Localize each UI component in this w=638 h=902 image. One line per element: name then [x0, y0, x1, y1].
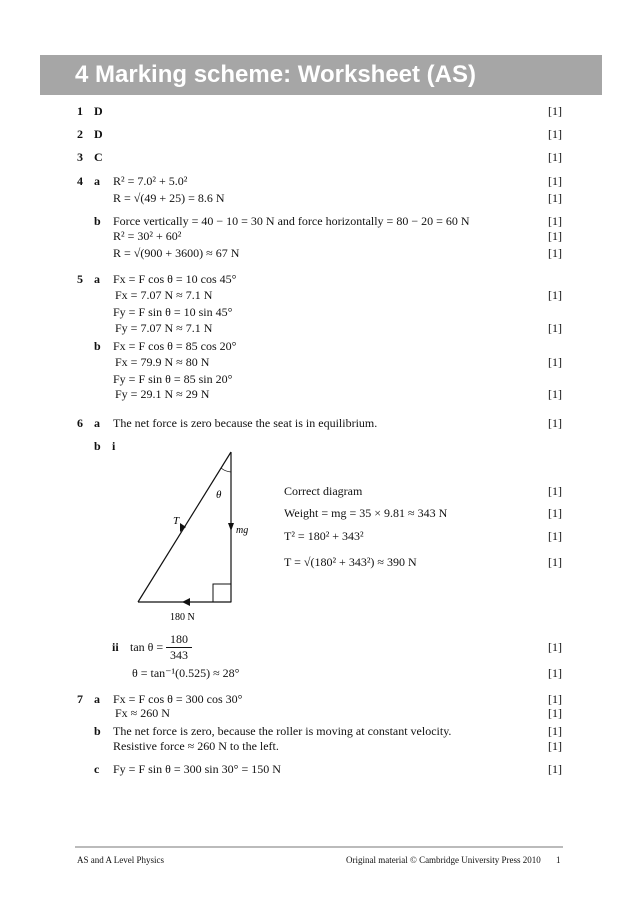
q4a-line1: R² = 7.0² + 5.0²: [113, 174, 188, 188]
q4a-line2-mark: [1]: [548, 191, 562, 205]
q3-mark: [1]: [548, 150, 562, 164]
q5b-label: b: [94, 339, 101, 353]
q4b-line1: Force vertically = 40 − 10 = 30 N and force horizontally = 80 − 20 = 60 N: [113, 214, 470, 228]
q3-number: 3: [77, 150, 83, 164]
q1-answer: D: [94, 104, 103, 118]
q7a-line1-mark: [1]: [548, 692, 562, 706]
q6bi-line3: T² = 180² + 343²: [284, 529, 364, 543]
q5a-line4: Fy = 7.07 N ≈ 7.1 N: [115, 321, 213, 335]
q7a-line2: Fx ≈ 260 N: [115, 706, 170, 720]
base-force-label: 180 N: [170, 612, 195, 623]
q5b-line1: Fx = F cos θ = 85 cos 20°: [113, 339, 237, 353]
footer-page-number: 1: [556, 855, 561, 865]
q6bii-numerator: 180: [170, 632, 188, 646]
q7b-label: b: [94, 724, 101, 738]
q6bii-lhs: tan θ =: [130, 640, 164, 654]
mg-label: mg: [236, 525, 249, 536]
q7c-label: c: [94, 762, 100, 776]
q6bi-line4-mark: [1]: [548, 555, 562, 569]
footer-copyright: Original material © Cambridge University Press 2010: [346, 855, 541, 865]
q5b-line3: Fy = F sin θ = 85 sin 20°: [113, 372, 233, 386]
q6a-mark: [1]: [548, 416, 562, 430]
q7b-line1-mark: [1]: [548, 724, 562, 738]
q7b-line2: Resistive force ≈ 260 N to the left.: [113, 739, 279, 753]
q6bi-line1-mark: [1]: [548, 484, 562, 498]
q6bi-label: i: [112, 439, 116, 453]
q7-number: 7: [77, 692, 83, 706]
q6bii-mark2: [1]: [548, 666, 562, 680]
q2-number: 2: [77, 127, 83, 141]
theta-arc: [221, 468, 231, 472]
force-triangle-diagram: [130, 448, 260, 626]
theta-label: θ: [216, 489, 222, 501]
footer-book-title: AS and A Level Physics: [77, 855, 164, 865]
q6bii-line2: θ = tan⁻¹(0.525) ≈ 28°: [132, 666, 240, 680]
q6bii-mark1: [1]: [548, 640, 562, 654]
q5b-line4-mark: [1]: [548, 387, 562, 401]
q4b-line2: R² = 30² + 60²: [113, 229, 182, 243]
q6bii-denominator: 343: [170, 648, 188, 662]
q6b-label: b: [94, 439, 101, 453]
footer-rule: [75, 846, 563, 848]
right-angle-marker: [213, 584, 231, 602]
q6a-label: a: [94, 416, 100, 430]
q4-number: 4: [77, 174, 83, 188]
q5a-line2-mark: [1]: [548, 288, 562, 302]
tension-label: T: [173, 515, 180, 527]
q6a-text: The net force is zero because the seat is in equilibrium.: [113, 416, 378, 430]
q7b-line1: The net force is zero, because the roller is moving at constant velocity.: [113, 724, 452, 738]
mg-arrow-icon: [228, 523, 234, 531]
q5a-line3: Fy = F sin θ = 10 sin 45°: [113, 305, 233, 319]
q5b-line2-mark: [1]: [548, 355, 562, 369]
q7c-line1-mark: [1]: [548, 762, 562, 776]
q3-answer: C: [94, 150, 103, 164]
q2-answer: D: [94, 127, 103, 141]
q6bi-line4: T = √(180² + 343²) ≈ 390 N: [284, 555, 417, 569]
q1-number: 1: [77, 104, 83, 118]
q7c-line1: Fy = F sin θ = 300 sin 30° = 150 N: [113, 762, 281, 776]
q4b-line2-mark: [1]: [548, 229, 562, 243]
q6bi-line2: Weight = mg = 35 × 9.81 ≈ 343 N: [284, 506, 448, 520]
base-arrow-icon: [182, 598, 190, 606]
q4b-line1-mark: [1]: [548, 214, 562, 228]
q4b-line3: R = √(900 + 3600) ≈ 67 N: [113, 246, 240, 260]
q7a-line2-mark: [1]: [548, 706, 562, 720]
q5b-line4: Fy = 29.1 N ≈ 29 N: [115, 387, 210, 401]
q5a-label: a: [94, 272, 100, 286]
tension-arrow-icon: [180, 523, 186, 532]
q5a-line1: Fx = F cos θ = 10 cos 45°: [113, 272, 237, 286]
q7b-line2-mark: [1]: [548, 739, 562, 753]
q6bi-line3-mark: [1]: [548, 529, 562, 543]
q5a-line4-mark: [1]: [548, 321, 562, 335]
q5b-line2: Fx = 79.9 N ≈ 80 N: [115, 355, 210, 369]
q4a-label: a: [94, 174, 100, 188]
q4b-line3-mark: [1]: [548, 246, 562, 260]
title-banner: [40, 55, 602, 95]
q6bi-line1: Correct diagram: [284, 484, 363, 498]
q7a-label: a: [94, 692, 100, 706]
q2-mark: [1]: [548, 127, 562, 141]
q6bi-line2-mark: [1]: [548, 506, 562, 520]
page-title: 4 Marking scheme: Worksheet (AS): [75, 61, 477, 88]
q5a-line2: Fx = 7.07 N ≈ 7.1 N: [115, 288, 213, 302]
q4a-line1-mark: [1]: [548, 174, 562, 188]
q7a-line1: Fx = F cos θ = 300 cos 30°: [113, 692, 243, 706]
q6bii-label: ii: [112, 640, 119, 654]
q4a-line2: R = √(49 + 25) = 8.6 N: [113, 191, 225, 205]
q1-mark: [1]: [548, 104, 562, 118]
q4b-label: b: [94, 214, 101, 228]
q6-number: 6: [77, 416, 83, 430]
q5-number: 5: [77, 272, 83, 286]
